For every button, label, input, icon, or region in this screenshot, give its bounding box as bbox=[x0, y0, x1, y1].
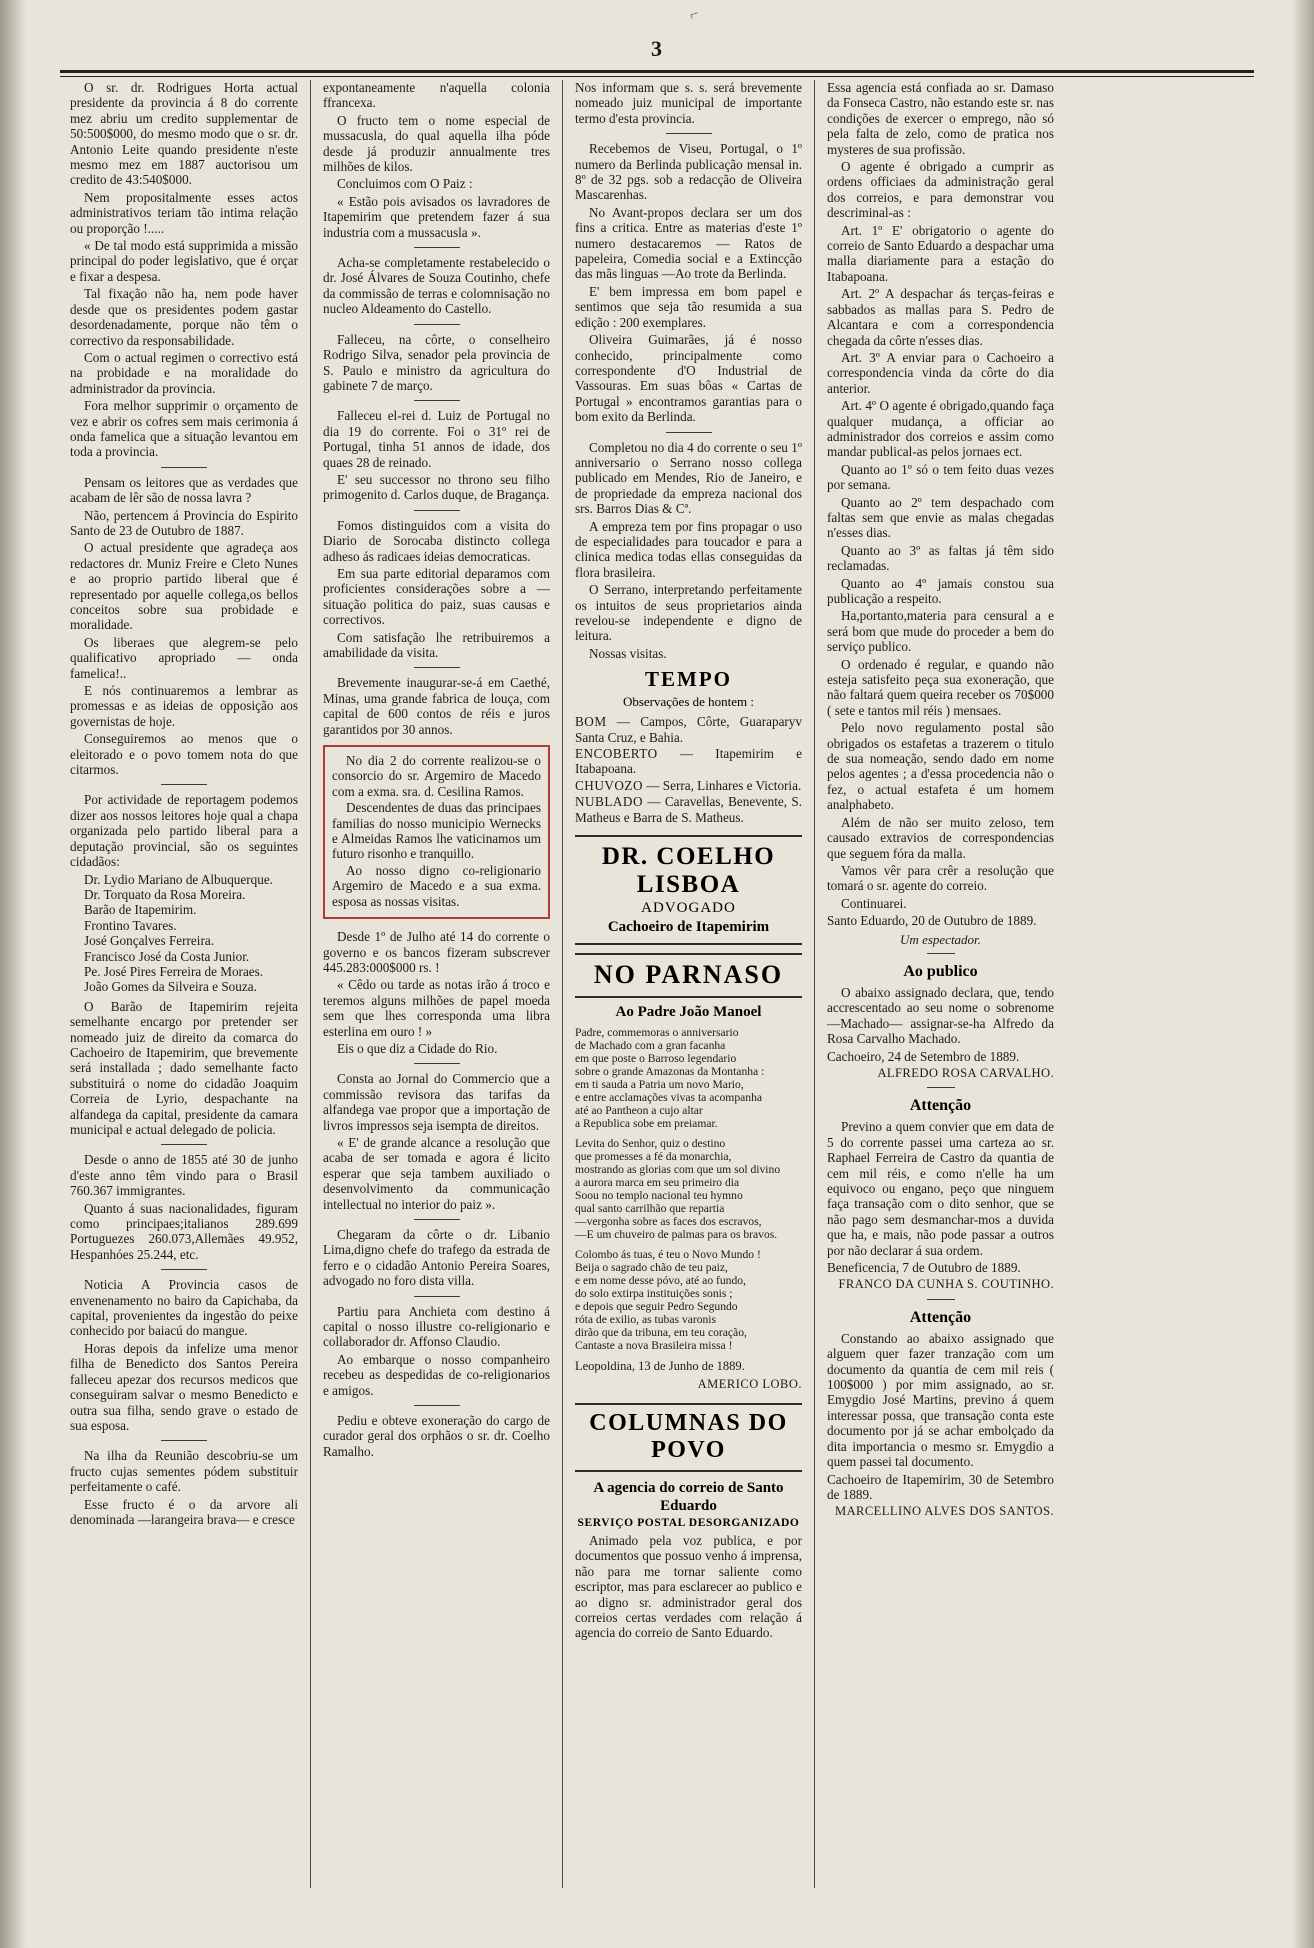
page-number: 3 bbox=[651, 36, 663, 61]
article-paragraph: Partiu para Anchieta com destino á capital o nosso illustre co-religionario e collaborador dr. Affonso Claudio. bbox=[323, 1303, 550, 1350]
weather-subtitle: Observações de hontem : bbox=[622, 694, 755, 710]
parnaso-title: NO PARNASO bbox=[593, 960, 784, 990]
weather-section-title: TEMPO bbox=[645, 667, 732, 692]
section-divider bbox=[414, 667, 460, 668]
column-1 bbox=[58, 80, 310, 1888]
poem-line: que promesses a fé da monarchia, bbox=[575, 1150, 732, 1164]
poem-line: mostrando as glorias com que um sol divino bbox=[575, 1163, 781, 1177]
list-item: Frontino Tavares. bbox=[84, 917, 177, 933]
article-paragraph: « De tal modo está supprimida a missão principal do poder legislativo, que é orçar e fixar a despesa. bbox=[70, 238, 298, 284]
ad-title: DR. COELHO LISBOA bbox=[601, 843, 776, 899]
poem-line: e em nome desse póvo, até ao fundo, bbox=[575, 1274, 746, 1288]
section-divider bbox=[927, 953, 955, 954]
article-paragraph: Tal fixação não ha, nem pode haver desde que os presidentes podem gastar desordenadamente, porque não têm o correctivo da responsabilidade. bbox=[70, 286, 298, 348]
columns-of-people-header bbox=[575, 1403, 802, 1472]
article-paragraph: Concluimos com O Paiz : bbox=[337, 176, 473, 192]
section-divider bbox=[414, 1405, 460, 1406]
section-divider bbox=[414, 247, 460, 248]
article-paragraph: Fora melhor supprimir o orçamento de vez e abrir os cofres sem mais cerimonia á onda famelica que a situação levantou em toda a provincia. bbox=[70, 398, 298, 460]
article-paragraph: Brevemente inaugurar-se-á em Caethé, Minas, uma grande fabrica de louça, com capital de 600 contos de réis e juros garantidos por 30 annos. bbox=[323, 675, 550, 737]
column-4 bbox=[814, 80, 1066, 1888]
poem-line: róta de exilio, as tubas varonis bbox=[575, 1313, 717, 1327]
article-paragraph: Esse fructo é o da arvore ali denominada —larangeira brava— e cresce bbox=[70, 1496, 298, 1527]
section-divider bbox=[666, 133, 712, 134]
section-divider bbox=[161, 1440, 207, 1441]
weather-places: — Itapemirim e Itabapoana. bbox=[575, 746, 803, 777]
section-divider bbox=[161, 467, 207, 468]
notice-headline: Attenção bbox=[909, 1308, 972, 1326]
poem-line: sobre o grande Amazonas da Montanha : bbox=[575, 1065, 765, 1079]
article-paragraph: E' seu successor no throno seu filho primogenito d. Carlos duque, de Bragança. bbox=[323, 471, 550, 503]
article-paragraph: Não, pertencem á Provincia do Espirito Santo de 23 de Outubro de 1887. bbox=[70, 507, 298, 538]
weather-places: — Campos, Côrte, Guaraparyv Santa Cruz, e Bahia. bbox=[575, 714, 802, 745]
weather-row bbox=[575, 778, 802, 793]
list-item: José Gonçalves Ferreira. bbox=[84, 933, 214, 949]
poem-line: Padre, commemoras o anniversario bbox=[575, 1026, 739, 1040]
poem-line: a aurora marca em seu primeiro dia bbox=[575, 1176, 740, 1190]
article-paragraph: Horas depois da infelize uma menor filha de Benedicto dos Santos Pereira falleceu apezar dos recursos medicos que conseguiram salvar o mesmo Benedicto e outra sua filha, sendo grave o estado de sua esposa. bbox=[70, 1340, 298, 1433]
article-paragraph: O abaixo assignado declara, que, tendo accrescentado ao seu nome o sobrenome —Machado— assignar-se-ha Alfredo da Rosa Carvalho Machado. bbox=[827, 984, 1054, 1047]
weather-label: ENCOBERTO bbox=[575, 746, 658, 762]
article-paragraph: Pensam os leitores que as verdades que acabam de lêr são de nossa lavra ? bbox=[70, 474, 298, 506]
article-paragraph: O sr. dr. Rodrigues Horta actual presidente da provincia á 8 do corrente mez abriu um credito supplementar de 50:500$000, do mesmo modo que o sr. dr. Antonio Leite quando presidente n'este mesmo mez em 1887 auctorisou um credito de 43:540$000. bbox=[70, 80, 298, 188]
article-paragraph: E nós continuaremos a lembrar as promessas e as ideias de opposição aos governistas de hoje. bbox=[70, 683, 298, 729]
weather-row bbox=[575, 746, 802, 777]
article-paragraph: No Avant-propos declara ser um dos fins a critica. Entre as materias d'este 1º numero destacaremos — Ratos de papeleira, Comedia social e a Extincção das mãs linguas —Ao trote da Berlinda. bbox=[575, 204, 802, 282]
article-paragraph: Vamos vêr para crêr a resolução que tomará o sr. agente do correio. bbox=[827, 862, 1054, 894]
article-paragraph: Chegaram da côrte o dr. Libanio Lima,digno chefe do trafego da estrada de ferro e o cidadão Antonio Pereira Soares, advogado no foro dista villa. bbox=[323, 1227, 550, 1289]
poem-stanza bbox=[575, 1026, 802, 1130]
column-2 bbox=[310, 80, 562, 1888]
poem-stanza bbox=[575, 1137, 802, 1241]
scan-artifact-mark: ⌐ bbox=[687, 5, 702, 25]
article-paragraph: Em sua parte editorial deparamos com proficientes considerações sobre a — situação politica do paiz, suas causas e correctivos. bbox=[323, 565, 550, 628]
poem-signature: AMERICO LOBO. bbox=[697, 1377, 802, 1392]
article-paragraph: Completou no dia 4 do corrente o seu 1º anniversario o Serrano nosso collega publicado em Mendes, Rio de Janeiro, e de propriedade da empreza nacional dos srs. Barros Dias & Cª. bbox=[575, 439, 802, 517]
poem-line: em ti sauda a Patria um novo Mario, bbox=[575, 1078, 744, 1092]
article-headline: A agencia do correio de Santo Eduardo bbox=[593, 1479, 784, 1514]
article-paragraph: Constando ao abaixo assignado que alguem quer fazer tranzação com um documento da quantia de cem mil reis ( 100$000 ) por mim assignado, ao sr. Emygdio José Martins, previno á quem interessar possa, que transação conta este documento por já se achar embolçado da dita importancia o mesmo sr. Emygdio a quem passei tal documento. bbox=[827, 1330, 1054, 1470]
article-paragraph: O agente é obrigado a cumprir as ordens officiaes da administração geral dos correios, e para demonstrar vou descriminal-as : bbox=[827, 159, 1054, 221]
weather-label: BOM bbox=[575, 714, 607, 730]
weather-label: CHUVOZO bbox=[575, 777, 643, 793]
section-divider bbox=[414, 1219, 460, 1220]
article-paragraph: Por actividade de reportagem podemos dizer aos nossos leitores hoje qual a chapa organizada pelo partido liberal para a deputação provincial, são os seguintes cidadãos: bbox=[70, 792, 298, 870]
list-item: Francisco José da Costa Junior. bbox=[84, 948, 250, 964]
notice-date: Beneficencia, 7 de Outubro de 1889. bbox=[827, 1260, 1021, 1276]
article-paragraph: Pelo novo regulamento postal são obrigados os estafetas a trazerem o titulo de sua nomeação, sendo dado em nome pelos agentes ; a d'essa procedencia não o fez, o actual estafeta é um homem analphabeto. bbox=[827, 720, 1054, 813]
poem-line: do solo extirpa instituições sonis ; bbox=[575, 1287, 733, 1301]
article-paragraph: « Estão pois avisados os lavradores de Itapemirim que pretendem fazer á sua industria com a mussacusla ». bbox=[323, 193, 550, 240]
article-paragraph: Com o actual regimen o correctivo está na probidade e na moralidade do administrador da provincia. bbox=[70, 349, 298, 396]
article-paragraph: Conseguiremos ao menos que o eleitorado e o povo tomem nota do que citarmos. bbox=[70, 731, 298, 778]
advertisement-lawyer bbox=[575, 835, 802, 945]
article-paragraph: Na ilha da Reunião descobriu-se um fructo cujas sementes pódem substituir perfeitamente o café. bbox=[70, 1448, 298, 1495]
article-paragraph: Quanto ao 4º jamais constou sua publicação a respeito. bbox=[827, 575, 1054, 606]
article-paragraph: Recebemos de Viseu, Portugal, o 1º numero da Berlinda publicação mensal in. 8º de 32 pgs. sob a redacção de Oliveira Mascarenhas. bbox=[575, 141, 802, 203]
article-paragraph: Desde 1º de Julho até 14 do corrente o governo e os bancos fizeram subscrever 445.283:000$000 rs. ! bbox=[323, 929, 550, 975]
article-signature: Um espectador. bbox=[900, 931, 981, 947]
article-paragraph: Quanto ao 3º as faltas já têm sido reclamadas. bbox=[827, 542, 1054, 574]
section-divider bbox=[414, 400, 460, 401]
poem-line: —vergonha sobre as faces dos escravos, bbox=[575, 1215, 762, 1229]
header-rule bbox=[60, 70, 1254, 77]
article-paragraph: Descendentes de duas das principaes familias do nosso municipio Wernecks e Almeidas Ramos lhe vaticinamos um futuro risonho e tranquillo. bbox=[332, 800, 541, 862]
article-paragraph: Além de não ser muito zeloso, tem causado extravios de correspondencias que seguem fóra da malla. bbox=[827, 814, 1054, 861]
article-paragraph: Ao embarque o nosso companheiro recebeu as despedidas de co-religionarios e amigos. bbox=[323, 1351, 550, 1398]
columns-container bbox=[58, 80, 1264, 1888]
list-item: Pe. José Pires Ferreira de Moraes. bbox=[84, 963, 264, 979]
page-edge-shadow-right bbox=[1292, 0, 1314, 1948]
poem-line: dirão que da tribuna, em teu coração, bbox=[575, 1326, 747, 1340]
poem-line: em que poste o Barroso legendario bbox=[575, 1052, 737, 1066]
article-paragraph: Falleceu, na côrte, o conselheiro Rodrigo Silva, senador pela provincia de S. Paulo e ministro da agricultura do gabinete 7 de março. bbox=[323, 331, 550, 393]
list-item: Barão de Itapemirim. bbox=[84, 902, 197, 918]
article-paragraph: Nossas visitas. bbox=[589, 645, 667, 661]
article-paragraph: Art. 2º A despachar ás terças-feiras e sabbados as mallas para S. Pedro de Alcantara e com a correspondencia chegada da côrte n'esses dias. bbox=[827, 286, 1054, 348]
poem-line: Levita do Senhor, quiz o destino bbox=[575, 1137, 726, 1151]
article-paragraph: Pediu e obteve exoneração do cargo de curador geral dos orphãos o sr. dr. Coelho Ramalho. bbox=[323, 1413, 550, 1459]
notice-signature: FRANCO DA CUNHA S. COUTINHO. bbox=[838, 1277, 1054, 1292]
article-paragraph: Quanto á suas nacionalidades, figuram como principaes;italianos 289.699 Portuguezes 260.073,Allemães 49.952, Hespanhóes 25.244, etc. bbox=[70, 1200, 298, 1262]
article-paragraph: Fomos distinguidos com a visita do Diario de Sorocaba distincto collega adheso ás radicaes ideias democraticas. bbox=[323, 517, 550, 564]
poem-line: Beija o sagrado chão de teu paiz, bbox=[575, 1261, 728, 1275]
weather-places: — Serra, Linhares e Victoria. bbox=[646, 777, 802, 793]
article-paragraph: Art. 3º A enviar para o Cachoeiro a correspondencia vinda da côrte do dia anterior. bbox=[827, 349, 1054, 396]
article-paragraph: Noticia A Provincia casos de envenenamento no bairo da Capichaba, da capital, provenientes da ingestão do peixe conhecido por baiacú do mangue. bbox=[70, 1277, 298, 1339]
section-divider bbox=[161, 1269, 207, 1270]
section-divider bbox=[666, 432, 712, 433]
article-paragraph: Nem propositalmente esses actos administrativos teriam tão intima relação ou proporção !..... bbox=[70, 189, 298, 236]
article-paragraph: Com satisfação lhe retribuiremos a amabilidade da visita. bbox=[323, 629, 550, 660]
article-paragraph: O Barão de Itapemirim rejeita semelhante encargo por pretender ser nomeado juiz de direito da comarca do Cachoeiro de Itapemirim, que brevemente será installada ; dado semelhante facto substituirá o nome do cidadão Joaquim Correia de Lyrio, despachante na alfandega da capital, presidente da camara municipal e actual delegado de policia. bbox=[70, 998, 298, 1137]
notice-date: Cachoeiro de Itapemirim, 30 de Setembro de 1889. bbox=[827, 1471, 1054, 1502]
article-paragraph: E' bem impressa em bom papel e sentimos que seja tão resumida a sua edição : 200 exemplares. bbox=[575, 283, 802, 330]
article-paragraph: Ha,portanto,materia para censural a e será bom que mude do proceder a bem do serviço publico. bbox=[827, 608, 1054, 655]
poem-line: Colombo ás tuas, é teu o Novo Mundo ! bbox=[575, 1248, 761, 1262]
article-paragraph: expontaneamente n'aquella colonia ffrancexa. bbox=[323, 80, 550, 111]
notice-signature: MARCELLINO ALVES DOS SANTOS. bbox=[834, 1504, 1054, 1519]
section-divider bbox=[414, 1296, 460, 1297]
boxed-wedding-announcement bbox=[323, 745, 550, 919]
poem-line: e depois que seguir Pedro Segundo bbox=[575, 1300, 738, 1314]
candidate-name-list bbox=[70, 872, 298, 995]
section-divider bbox=[161, 784, 207, 785]
poem-line: —E um chuveiro de palmas para os bravos. bbox=[575, 1228, 778, 1242]
weather-places: — Caravellas, Benevente, S. Matheus e Barra de S. Matheus. bbox=[575, 794, 802, 825]
section-divider bbox=[414, 1063, 460, 1064]
section-title: COLUMNAS DO POVO bbox=[589, 1409, 788, 1463]
notice-signature: ALFREDO ROSA CARVALHO. bbox=[877, 1065, 1054, 1080]
page-edge-shadow-left bbox=[0, 0, 26, 1948]
article-paragraph: Os liberaes que alegrem-se pelo qualificativo apropriado — onda famelica!.. bbox=[70, 634, 298, 681]
poem-line: Soou no templo nacional teu hymno bbox=[575, 1189, 743, 1203]
weather-row bbox=[575, 794, 802, 825]
article-paragraph: Continuarei. bbox=[841, 895, 907, 911]
article-paragraph: Previno a quem convier que em data de 5 do corrente passei uma carteza ao sr. Raphael Ferreira de Castro da quantia de cem mil réis, e como n'elle ha um equivoco ou engano, peço que ninguem faça transação com o dito senhor, que se não pago sem desmanchar-mos a duvida que ha, e mais, não pode passar a outros por não declarar á sua ordem. bbox=[827, 1119, 1054, 1258]
ad-location: Cachoeiro de Itapemirim bbox=[607, 919, 770, 936]
poem-place-date: Leopoldina, 13 de Junho de 1889. bbox=[575, 1359, 745, 1374]
ad-subtitle: ADVOGADO bbox=[641, 900, 736, 917]
parnaso-section-header bbox=[575, 953, 802, 998]
poem-line: até ao Pantheon a cujo altar bbox=[575, 1104, 703, 1118]
article-paragraph: Animado pela voz publica, e por documentos que possuo venho á imprensa, não para me tornar saliente como escriptor, mas para esclarecer ao publico e ao digno sr. administrador geral dos correios certas verdades com relação á agencia do correio de Santo Eduardo. bbox=[575, 1532, 802, 1641]
article-paragraph: Ao nosso digno co-religionario Argemiro de Macedo e a sua exma. esposa as nossas visitas. bbox=[332, 862, 541, 909]
article-paragraph: Quanto ao 2º tem despachado com faltas sem que envie as malas chegadas n'esses dias. bbox=[827, 494, 1054, 541]
article-paragraph: Acha-se completamente restabelecido o dr. José Álvares de Souza Coutinho, chefe da commissão de terras e colomnisação no nucleo Aldeamento do Castello. bbox=[323, 255, 550, 317]
article-paragraph: No dia 2 do corrente realizou-se o consorcio do sr. Argemiro de Macedo com a exma. sra. d. Cesilina Ramos. bbox=[332, 753, 541, 799]
article-paragraph: O fructo tem o nome especial de mussacusla, do qual aquella ilha póde desde já produzir annualmente tres milhões de kilos. bbox=[323, 112, 550, 175]
section-divider bbox=[927, 1299, 955, 1300]
article-date: Santo Eduardo, 20 de Outubro de 1889. bbox=[827, 913, 1037, 929]
weather-label: NUBLADO bbox=[575, 794, 643, 810]
article-paragraph: A empreza tem por fins propagar o uso de especialidades para toucador e para a clinica medica todas ellas conseguidas da flora brasileira. bbox=[575, 518, 802, 580]
section-divider bbox=[927, 1087, 955, 1088]
section-divider bbox=[161, 1144, 207, 1145]
article-paragraph: Art. 1º E' obrigatorio o agente do correio de Santo Eduardo a despachar uma malla diariamente para a estação do Itabapoana. bbox=[827, 222, 1054, 284]
article-paragraph: Consta ao Jornal do Commercio que a commissão revisora das tarifas da alfandega vae propor que a importação de livros impressos seja isempta de direitos. bbox=[323, 1071, 550, 1133]
list-item: Dr. Torquato da Rosa Moreira. bbox=[84, 886, 246, 902]
article-paragraph: Oliveira Guimarães, já é nosso conhecido, principalmente como correspondente d'O Industrial de Vassouras. Em suas bôas « Cartas de Portugal » encontramos garantias para o bom exito da Berlinda. bbox=[575, 332, 802, 425]
poem-line: de Machado com a gran facanha bbox=[575, 1039, 726, 1053]
list-item: João Gomes da Silveira e Souza. bbox=[84, 979, 257, 995]
article-paragraph: Essa agencia está confiada ao sr. Damaso da Fonseca Castro, não estando este sr. nas condições de exercer o emprego, não só pela falta de zelo, como de pratica nos mysteres de sua profissão. bbox=[827, 80, 1054, 157]
article-paragraph: O ordenado é regular, e quando não esteja satisfeito peça sua exoneração, que não faltará quem queira receber os 70$000 ( sete e tantos mil réis ) mensaes. bbox=[827, 656, 1054, 718]
article-paragraph: Falleceu el-rei d. Luiz de Portugal no dia 19 do corrente. Foi o 31º rei de Portugal, tinha 51 annos de idade, dos quaes 28 de reinado. bbox=[323, 408, 550, 470]
poem-line: Cantaste a nova Brasileira missa ! bbox=[575, 1339, 733, 1353]
weather-row bbox=[575, 714, 802, 745]
notice-headline: Ao publico bbox=[903, 962, 978, 980]
article-paragraph: Quanto ao 1º só o tem feito duas vezes por semana. bbox=[827, 461, 1054, 493]
article-paragraph: Art. 4º O agente é obrigado,quando faça qualquer mudança, a officiar ao administrador dos correios e assim como mandar publical-as pelos jornaes ect. bbox=[827, 398, 1054, 460]
article-paragraph: O actual presidente que agradeça aos redactores dr. Muniz Freire e Cleto Nunes e ao proprio partido liberal que é representado por aquelle collega,os bellos conceitos sobre sua probidade e moralidade. bbox=[70, 540, 298, 633]
article-paragraph: Nos informam que s. s. será brevemente nomeado juiz municipal de importante termo d'esta provincia. bbox=[575, 80, 802, 126]
article-subheadline: SERVIÇO POSTAL DESORGANIZADO bbox=[577, 1516, 800, 1529]
article-paragraph: O Serrano, interpretando perfeitamente os intuitos de seus proprietarios ainda revelou-se independente e digno de leitura. bbox=[575, 582, 802, 644]
poem-line: e entre acclamações vivas ta acompanha bbox=[575, 1091, 763, 1105]
poem-title: Ao Padre João Manoel bbox=[615, 1004, 762, 1021]
notice-date: Cachoeiro, 24 de Setembro de 1889. bbox=[827, 1048, 1020, 1064]
poem-line: qual santo carrilhão que repartia bbox=[575, 1202, 725, 1216]
article-paragraph: « E' de grande alcance a resolução que acaba de ser tomada e agora é licito esperar que seja tambem auxiliado o desenvolvimento da communicação intellectual no interior do paiz ». bbox=[323, 1134, 550, 1212]
list-item: Dr. Lydio Mariano de Albuquerque. bbox=[84, 871, 273, 887]
section-divider bbox=[414, 510, 460, 511]
poem-line: a Republica sobe em preiamar. bbox=[575, 1117, 718, 1131]
article-paragraph: Desde o anno de 1855 até 30 de junho d'este anno têm vindo para o Brasil 760.367 immigrantes. bbox=[70, 1152, 298, 1199]
article-paragraph: Eis o que diz a Cidade do Rio. bbox=[337, 1040, 498, 1056]
notice-headline: Attenção bbox=[909, 1097, 972, 1115]
section-divider bbox=[414, 324, 460, 325]
column-3 bbox=[562, 80, 814, 1888]
poem-stanza bbox=[575, 1248, 802, 1352]
article-paragraph: « Cêdo ou tarde as notas irão á troco e teremos alguns milhões de papel moeda sem que lhes corresponda uma libra esterlina em ouro ! » bbox=[323, 977, 550, 1039]
